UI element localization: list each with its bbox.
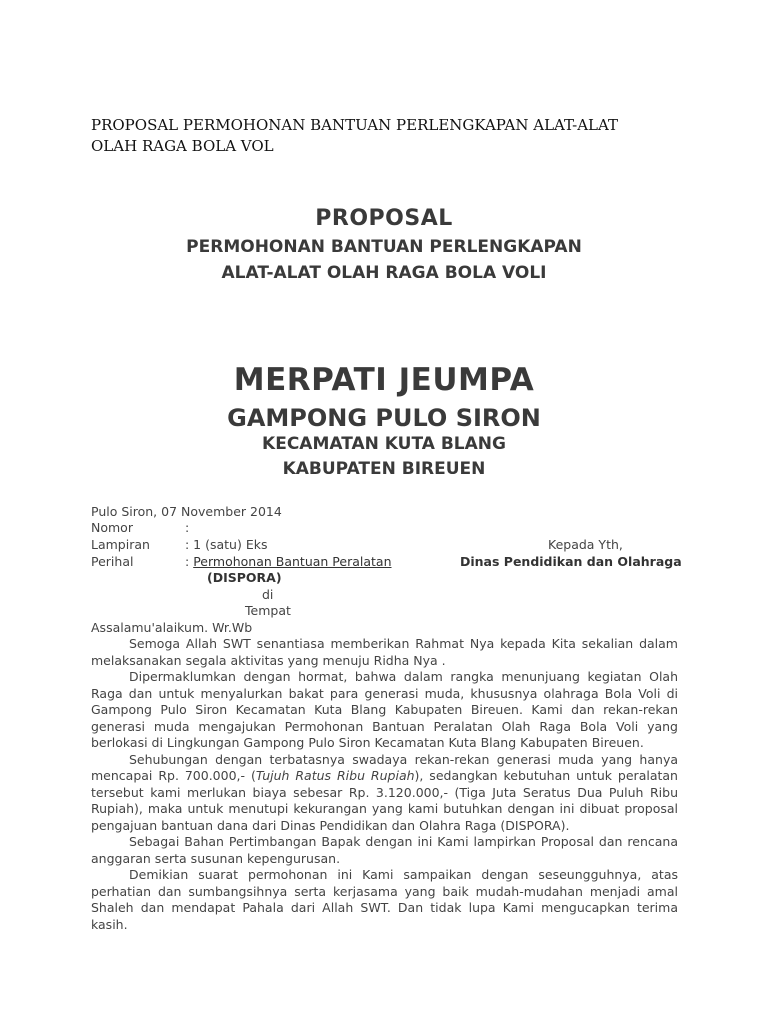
tempat-text: Tempat [245, 603, 291, 618]
cover-title: PROPOSAL [315, 206, 453, 231]
recipient-abbreviation: (DISPORA) [207, 570, 282, 585]
regency-name: KABUPATEN BIREUEN [282, 459, 486, 479]
perihal-label: Perihal [91, 554, 134, 569]
paragraph-3-part1: Sehubungan dengan terbatasnya swadaya rekan-rekan generasi muda yang hanya mencapai Rp. 700.000,- ( [91, 751, 678, 783]
paragraph-1: Semoga Allah SWT senantiasa memberikan Rahmat Nya kepada Kita sekalian dalam melaksanakan segala aktivitas yang menuju Ridha Nya . [91, 636, 678, 668]
document-heading-line2: OLAH RAGA BOLA VOL [91, 137, 274, 155]
village-name: GAMPONG PULO SIRON [227, 404, 541, 432]
organization-name: MERPATI JEUMPA [233, 362, 535, 398]
place-date: Pulo Siron, 07 November 2014 [91, 504, 282, 519]
nomor-row [91, 520, 189, 535]
perihal-value: Permohonan Bantuan Peralatan [193, 554, 392, 569]
perihal-colon: : [185, 554, 194, 569]
paragraph-3-part2: ), sedangkan kebutuhan untuk peralatan tersebut kami merlukan biaya sebesar Rp. 3.120.000,- (Tiga Juta Seratus Dua Puluh Ribu Rupiah), maka untuk menutupi kekurangan yang kami butuhkan dengan ini dibuat proposal pengajuan bantuan dana dari Dinas Pendidikan dan Olahra Raga (DISPORA). [91, 768, 678, 833]
cover-subtitle-line1: PERMOHONAN BANTUAN PERLENGKAPAN [186, 237, 582, 257]
kepada-yth: Kepada Yth, [548, 537, 623, 552]
paragraph-2: Dipermaklumkan dengan hormat, bahwa dalam rangka menunjuang kegiatan Olah Raga dan untuk menyalurkan bakat para generasi muda, khususnya olahraga Bola Voli di Gampong Pulo Siron Kecamatan Kuta Blang Kabupaten Bireuen. Kami dan rekan-rekan generasi muda mengajukan Permohonan Bantuan Peralatan Olah Raga Bola Voli yang berlokasi di Lingkungan Gampong Pulo Siron Kecamatan Kuta Blang Kabupaten Bireuen. [91, 669, 678, 750]
lampiran-label: Lampiran [91, 537, 150, 552]
recipient-name: Dinas Pendidikan dan Olahraga [460, 554, 682, 569]
district-name: KECAMATAN KUTA BLANG [262, 434, 506, 454]
paragraph-3 [91, 752, 678, 835]
letter-body [91, 636, 678, 933]
paragraph-4: Sebagai Bahan Pertimbangan Bapak dengan ini Kami lampirkan Proposal dan rencana anggaran serta susunan kepengurusan. [91, 834, 678, 866]
paragraph-5: Demikian suarat permohonan ini Kami sampaikan dengan seseungguhnya, atas perhatian dan sumbangsihnya serta kerjasama yang baik mudah-mudahan menjadi amal Shaleh dan mendapat Pahala dari Allah SWT. Dan tidak lupa Kami mengucapkan terima kasih. [91, 867, 678, 932]
lampiran-value: : 1 (satu) Eks [185, 537, 268, 552]
cover-subtitle-line2: ALAT-ALAT OLAH RAGA BOLA VOLI [221, 263, 547, 283]
document-heading-line1: PROPOSAL PERMOHONAN BANTUAN PERLENGKAPAN ALAT-ALAT [91, 116, 619, 134]
perihal-row [91, 554, 392, 569]
lampiran-row [91, 537, 267, 552]
nomor-label: Nomor [91, 520, 133, 535]
greeting: Assalamu'alaikum. Wr.Wb [91, 620, 253, 635]
nomor-value: : [185, 520, 190, 535]
paragraph-3-italic: Tujuh Ratus Ribu Rupiah [255, 768, 415, 783]
di-text: di [262, 587, 274, 602]
document-heading [91, 115, 691, 157]
